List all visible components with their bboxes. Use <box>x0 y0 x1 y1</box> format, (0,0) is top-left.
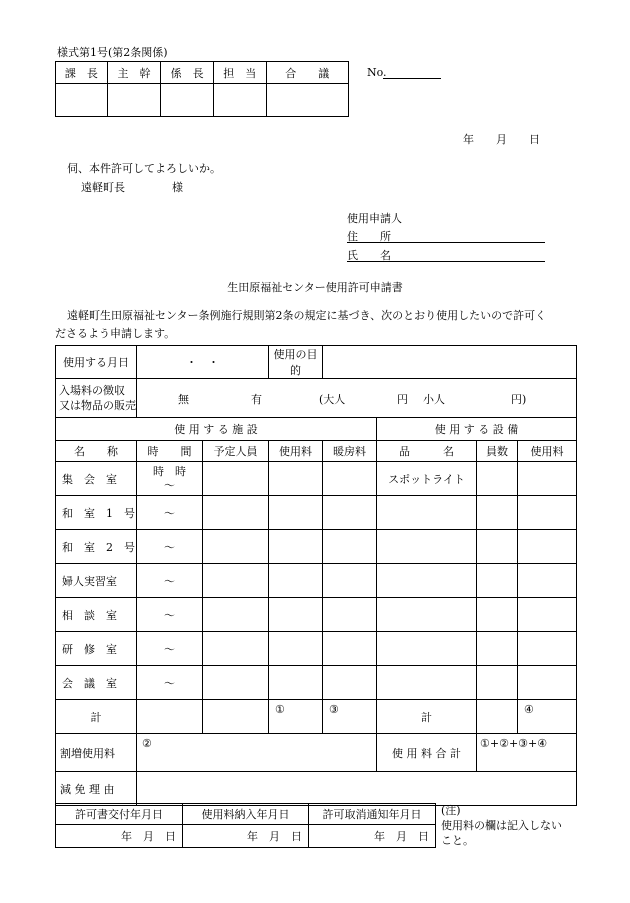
approval-header: 合 議 <box>266 62 348 84</box>
fee-cell[interactable] <box>269 530 323 564</box>
purpose-label: 使用の目的 <box>269 346 323 379</box>
name-field[interactable] <box>347 261 545 262</box>
equip-fee-cell[interactable] <box>518 564 577 598</box>
count-cell[interactable] <box>477 564 518 598</box>
table-row <box>56 632 577 666</box>
heating-total-mark3[interactable]: ③ <box>323 700 377 734</box>
count-cell[interactable] <box>477 632 518 666</box>
applicant-label: 使用申請人 <box>347 212 402 225</box>
item-cell[interactable] <box>377 496 477 530</box>
no-label: No. <box>367 66 387 79</box>
time-cell[interactable]: 〜 <box>137 632 203 666</box>
date-line: 年 月 日 <box>463 133 540 146</box>
bottom-header: 使用料納入年月日 <box>183 804 309 825</box>
page-title: 生田原福祉センター使用許可申請書 <box>227 281 403 294</box>
extra-fee-label: 割増使用料 <box>56 734 137 772</box>
count-cell[interactable] <box>477 462 518 496</box>
approval-header: 主 幹 <box>107 62 161 84</box>
item-cell[interactable] <box>377 666 477 700</box>
fee-yes[interactable]: 有 <box>251 393 262 406</box>
heating-cell[interactable] <box>323 666 377 700</box>
approval-header: 課 長 <box>56 62 108 84</box>
time-tilde: 〜 <box>164 478 175 492</box>
count-cell[interactable] <box>477 496 518 530</box>
fee-total-label: 使 用 料 合 計 <box>377 734 477 772</box>
use-date-value[interactable]: ・ ・ <box>137 346 269 379</box>
time-cell[interactable]: 〜 <box>137 496 203 530</box>
table-row <box>56 598 577 632</box>
table-row <box>56 462 577 496</box>
equipment-header: 使 用 す る 設 備 <box>377 418 577 441</box>
stamp-cell[interactable] <box>213 84 266 117</box>
heating-cell[interactable] <box>323 598 377 632</box>
col-name: 名 称 <box>56 441 137 462</box>
equip-fee-cell[interactable] <box>518 462 577 496</box>
issue-date[interactable]: 年 月 日 <box>56 825 183 848</box>
room-name: 集 会 室 <box>56 462 137 496</box>
approval-stamp-table <box>55 61 349 117</box>
extra-fee-field[interactable]: ② <box>137 734 377 772</box>
count-cell[interactable] <box>477 598 518 632</box>
people-cell[interactable] <box>203 700 269 734</box>
time-hours: 時 時 <box>153 464 186 478</box>
exemption-field[interactable] <box>137 772 577 806</box>
stamp-cell[interactable] <box>266 84 348 117</box>
stamp-cell[interactable] <box>107 84 161 117</box>
col-people: 予定人員 <box>203 441 269 462</box>
room-name: 婦人実習室 <box>56 564 137 598</box>
request-line: 伺、本件許可してよろしいか。 <box>67 162 221 175</box>
time-cell[interactable]: 〜 <box>137 530 203 564</box>
col-equip-fee: 使用料 <box>518 441 577 462</box>
stamp-cell[interactable] <box>161 84 214 117</box>
note-label: (注) <box>441 804 461 817</box>
fee-child: 小人 <box>423 393 445 406</box>
admission-fee-label <box>56 379 137 418</box>
intro-line-1: 遠軽町生田原福祉センター条例施行規則第2条の規定に基づき、次のとおり使用したいので許可く <box>67 309 547 322</box>
fee-label-line1: 入場料の徴収 <box>59 384 125 397</box>
time-cell[interactable]: 〜 <box>137 564 203 598</box>
fee-label-line2: 又は物品の販売 <box>59 399 136 412</box>
note-line-1: 使用料の欄は記入しない <box>441 819 562 832</box>
equip-fee-cell[interactable] <box>518 530 577 564</box>
total-row <box>56 700 577 734</box>
equip-fee-cell[interactable] <box>518 598 577 632</box>
equipment-total-label: 計 <box>377 700 477 734</box>
room-name: 研 修 室 <box>56 632 137 666</box>
item-cell[interactable] <box>377 564 477 598</box>
fee-cell[interactable] <box>269 496 323 530</box>
room-name: 会 議 室 <box>56 666 137 700</box>
people-cell[interactable] <box>203 564 269 598</box>
fee-cell[interactable] <box>269 632 323 666</box>
heating-cell[interactable] <box>323 496 377 530</box>
item-cell[interactable] <box>377 632 477 666</box>
purpose-field[interactable] <box>323 346 577 379</box>
col-count: 員数 <box>477 441 518 462</box>
equipment-item: スポットライト <box>377 462 477 496</box>
fee-yen: 円 <box>397 393 408 406</box>
recipient: 遠軽町長 <box>81 181 125 194</box>
equip-fee-cell[interactable] <box>518 496 577 530</box>
time-cell[interactable]: 〜 <box>137 598 203 632</box>
equip-total-mark4[interactable]: ④ <box>518 700 577 734</box>
room-name: 相 談 室 <box>56 598 137 632</box>
time-cell[interactable] <box>137 462 203 496</box>
name-label: 氏 名 <box>347 249 391 262</box>
fee-none[interactable]: 無 <box>178 393 189 406</box>
fee-cell[interactable] <box>269 666 323 700</box>
heating-cell[interactable] <box>323 632 377 666</box>
room-name: 和 室 1 号 <box>56 496 137 530</box>
table-row <box>56 496 577 530</box>
col-item: 品 名 <box>377 441 477 462</box>
fee-cell[interactable] <box>269 564 323 598</box>
approval-header: 担 当 <box>213 62 266 84</box>
table-row <box>56 530 577 564</box>
item-cell[interactable] <box>377 530 477 564</box>
people-cell[interactable] <box>203 462 269 496</box>
fee-total-mark1[interactable]: ① <box>269 700 323 734</box>
table-row <box>56 564 577 598</box>
people-cell[interactable] <box>203 598 269 632</box>
count-cell[interactable] <box>477 666 518 700</box>
fee-cell[interactable] <box>269 598 323 632</box>
time-cell[interactable] <box>137 700 203 734</box>
count-cell[interactable] <box>477 530 518 564</box>
office-use-table <box>55 803 436 848</box>
admission-fee-field[interactable] <box>137 379 577 418</box>
fee-cell[interactable] <box>269 462 323 496</box>
address-field[interactable] <box>347 242 545 243</box>
exemption-label: 減 免 理 由 <box>56 772 137 806</box>
count-cell[interactable] <box>477 700 518 734</box>
col-fee: 使用料 <box>269 441 323 462</box>
heating-cell[interactable] <box>323 462 377 496</box>
item-cell[interactable] <box>377 598 477 632</box>
people-cell[interactable] <box>203 666 269 700</box>
table-row <box>56 666 577 700</box>
address-label: 住 所 <box>347 230 391 243</box>
total-label: 計 <box>56 700 137 734</box>
col-heating: 暖房料 <box>323 441 377 462</box>
equip-fee-cell[interactable] <box>518 666 577 700</box>
use-date-label: 使用する月日 <box>56 346 137 379</box>
form-number: 様式第1号(第2条関係) <box>57 46 168 59</box>
main-table <box>55 345 577 806</box>
people-cell[interactable] <box>203 632 269 666</box>
fee-adult: (大人 <box>319 393 346 406</box>
col-time: 時 間 <box>137 441 203 462</box>
fee-total-formula[interactable]: ①+②+③+④ <box>477 734 577 772</box>
equip-fee-cell[interactable] <box>518 632 577 666</box>
note <box>441 803 562 848</box>
cancel-date[interactable]: 年 月 日 <box>309 825 436 848</box>
bottom-header: 許可取消通知年月日 <box>309 804 436 825</box>
people-cell[interactable] <box>203 530 269 564</box>
heating-cell[interactable] <box>323 530 377 564</box>
facilities-header: 使 用 す る 施 設 <box>56 418 377 441</box>
time-cell[interactable]: 〜 <box>137 666 203 700</box>
room-name: 和 室 2 号 <box>56 530 137 564</box>
note-line-2: こと。 <box>441 834 474 847</box>
approval-header: 係 長 <box>161 62 214 84</box>
intro-line-2: ださるよう申請します。 <box>55 327 176 340</box>
heating-cell[interactable] <box>323 564 377 598</box>
recipient-suffix: 様 <box>172 181 183 194</box>
bottom-header: 許可書交付年月日 <box>56 804 183 825</box>
people-cell[interactable] <box>203 496 269 530</box>
stamp-cell[interactable] <box>56 84 108 117</box>
payment-date[interactable]: 年 月 日 <box>183 825 309 848</box>
fee-yen: 円) <box>511 393 527 406</box>
no-field[interactable] <box>383 78 441 79</box>
